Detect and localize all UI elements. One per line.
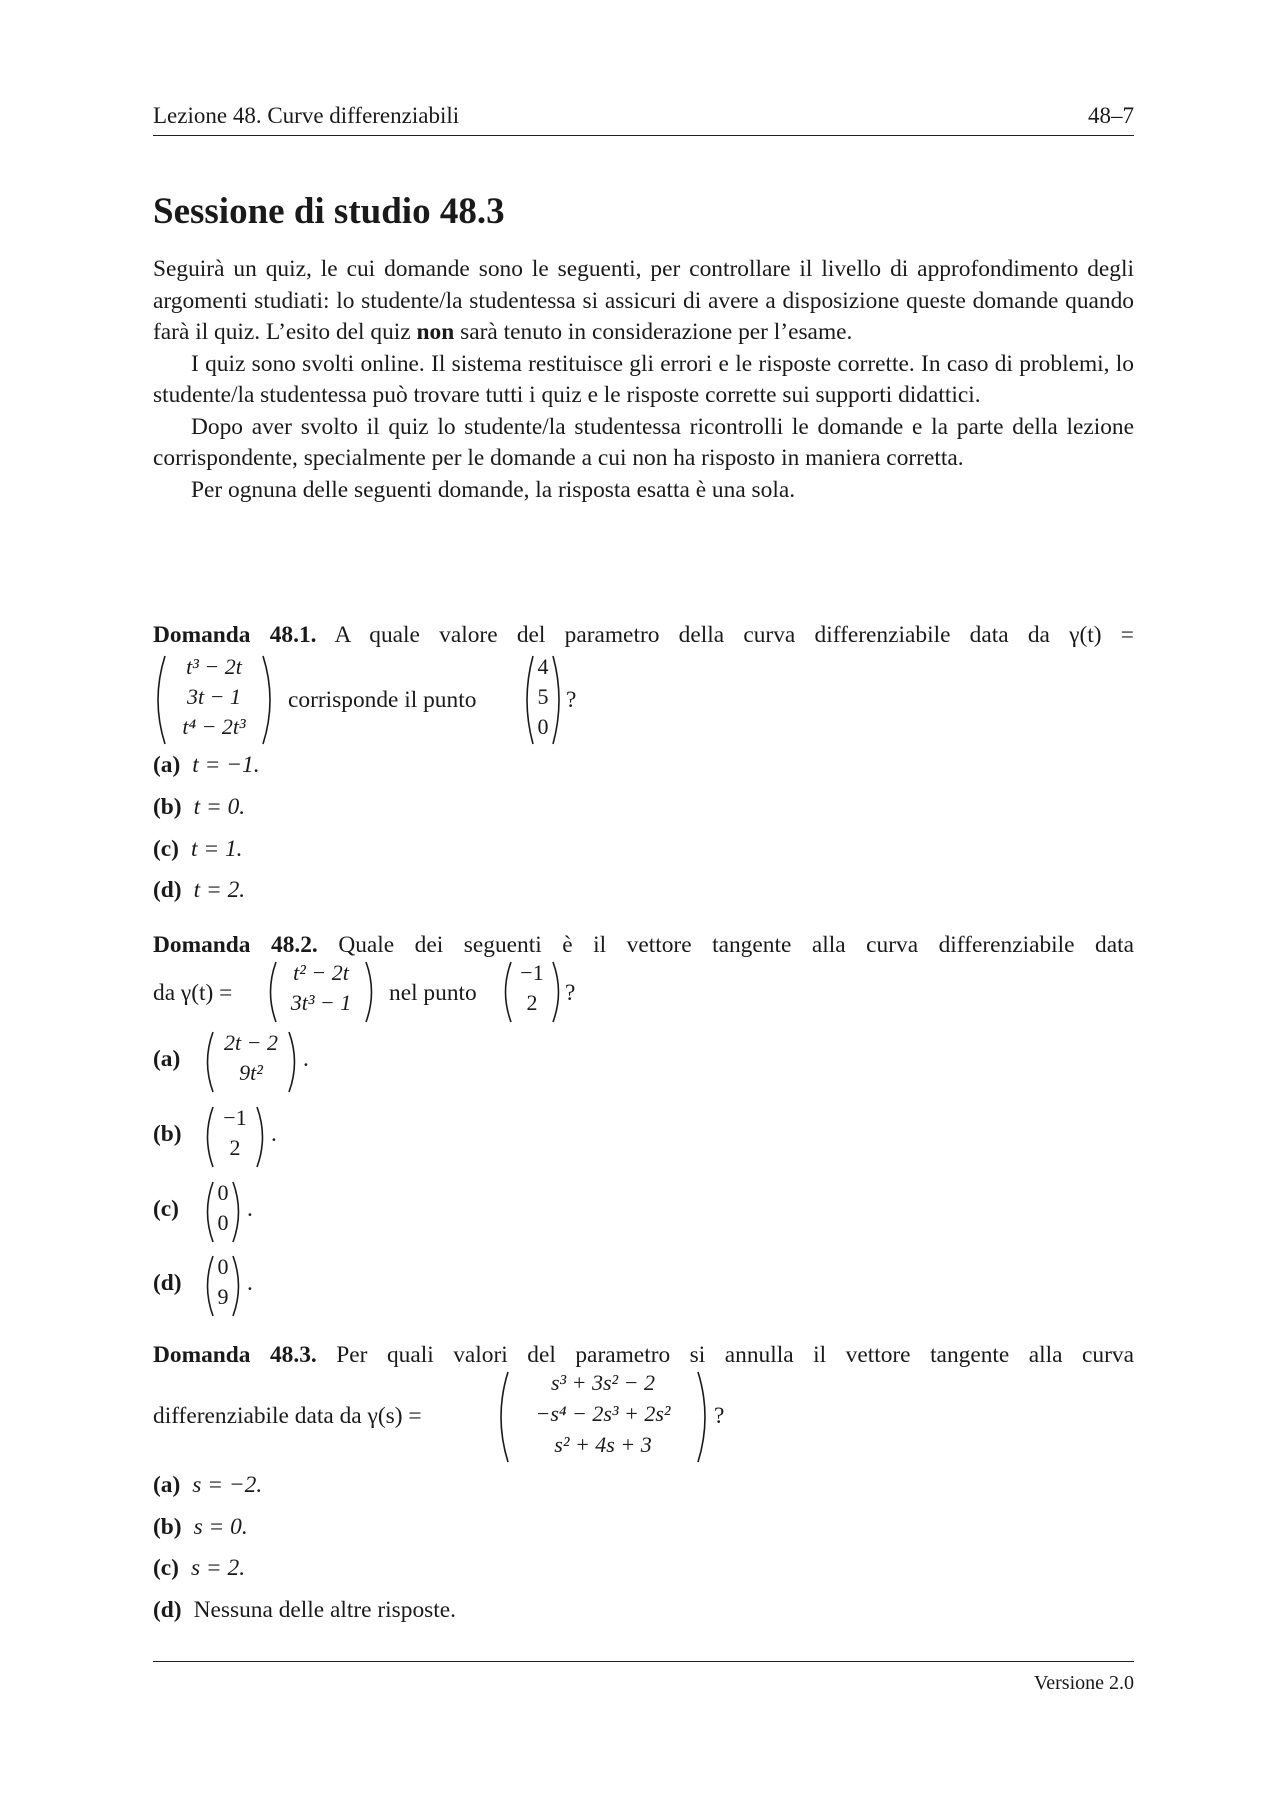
- option-letter: (c): [153, 1196, 179, 1222]
- question-connector: nel punto: [389, 980, 477, 1006]
- matrix-entry: 0: [217, 1210, 229, 1235]
- question-end: ?: [565, 980, 576, 1006]
- question-label: Domanda 48.1.: [153, 622, 317, 648]
- option-vector: [203, 1030, 299, 1094]
- question-text: Domanda 48.2. Quale dei seguenti è il vettore tangente alla curva differenziabile data: [153, 932, 1135, 958]
- answer-option[interactable]: (c) s = 2.: [153, 1555, 246, 1581]
- matrix-entry: 4: [537, 654, 549, 679]
- matrix-entry: s³ + 3s² − 2: [550, 1370, 655, 1395]
- version-label: Versione 2.0: [1034, 1672, 1134, 1694]
- intro-paragraph: I quiz sono svolti online. Il sistema restituisce gli errori e le risposte corrette. In caso di problemi, lo studente/la studentessa può trovare tutti i quiz e le risposte corrette sui supporti didattici.: [153, 350, 1134, 408]
- matrix-entry: −s⁴ − 2s³ + 2s²: [535, 1401, 671, 1426]
- curve-vector: [496, 1370, 710, 1464]
- matrix-entry: t⁴ − 2t³: [182, 714, 246, 739]
- matrix-entry: s² + 4s + 3: [554, 1432, 652, 1457]
- matrix-entry: t² − 2t: [293, 960, 349, 985]
- answer-option[interactable]: (b) s = 0.: [153, 1514, 248, 1540]
- question-end: ?: [714, 1403, 725, 1429]
- matrix-entry: 9: [217, 1284, 229, 1309]
- matrix-entry: 2: [526, 990, 538, 1015]
- matrix-entry: 3t − 1: [187, 684, 241, 709]
- question-text: Domanda 48.1. A quale valore del parametro della curva differenziabile data da γ(t) =: [153, 622, 1134, 648]
- curve-vector: [266, 960, 376, 1024]
- answer-option[interactable]: (d) Nessuna delle altre risposte.: [153, 1597, 457, 1623]
- option-letter: (b): [153, 1121, 182, 1147]
- answer-option[interactable]: (b) t = 0.: [153, 794, 246, 820]
- option-vector: [203, 1254, 243, 1318]
- option-letter: (d): [153, 1270, 182, 1296]
- question-label: Domanda 48.2.: [153, 932, 318, 958]
- question-label: Domanda 48.3.: [153, 1342, 317, 1368]
- question-text-line2: da γ(t) =: [153, 980, 233, 1006]
- matrix-entry: 5: [537, 684, 549, 709]
- matrix-entry: t³ − 2t: [186, 654, 242, 679]
- matrix-entry: 0: [217, 1180, 229, 1205]
- header-lecture-title: Lezione 48. Curve differenziabili: [153, 103, 460, 128]
- point-vector: [501, 960, 563, 1024]
- page-footer: [153, 1661, 1134, 1694]
- running-header: [153, 103, 1134, 136]
- intro-text: [153, 254, 1134, 506]
- question-connector: corrisponde il punto: [288, 687, 477, 713]
- option-letter: (a): [153, 1046, 181, 1072]
- answer-option[interactable]: (a) s = −2.: [153, 1472, 263, 1498]
- intro-paragraph: Dopo aver svolto il quiz lo studente/la studentessa ricontrolli le domande e la parte della lezione corrispondente, specialmente per le domande a cui non ha risposto in maniera corretta.: [153, 413, 1134, 471]
- section-title: Sessione di studio 48.3: [153, 191, 505, 232]
- answer-option[interactable]: (d) t = 2.: [153, 877, 246, 903]
- answer-option[interactable]: (a) t = −1.: [153, 752, 260, 778]
- intro-paragraph: Seguirà un quiz, le cui domande sono le seguenti, per controllare il livello di approfondimento degli argomenti studiati: lo studente/la studentessa si assicuri di avere a disposizione queste domande quando farà il quiz. L’esito del quiz non sarà tenuto in considerazione per l’esame.: [153, 256, 1134, 345]
- point-vector: [523, 654, 563, 746]
- emphasis-non: non: [416, 319, 455, 345]
- matrix-entry: 9t²: [239, 1060, 263, 1085]
- curve-vector: [153, 654, 275, 746]
- question-text: Domanda 48.3. Per quali valori del parametro si annulla il vettore tangente alla curva: [153, 1342, 1134, 1368]
- matrix-entry: 0: [217, 1254, 229, 1279]
- intro-paragraph: Per ognuna delle seguenti domande, la risposta esatta è una sola.: [191, 476, 796, 503]
- option-vector: [203, 1105, 267, 1169]
- option-vector: [203, 1180, 243, 1244]
- matrix-entry: 2t − 2: [224, 1030, 278, 1055]
- question-text-line2: differenziabile data da γ(s) =: [153, 1403, 422, 1429]
- matrix-entry: −1: [520, 960, 544, 985]
- matrix-entry: 3t³ − 1: [290, 990, 352, 1015]
- matrix-entry: 0: [537, 714, 549, 739]
- matrix-entry: 2: [229, 1135, 241, 1160]
- answer-option[interactable]: (c) t = 1.: [153, 836, 243, 862]
- question-end: ?: [566, 687, 577, 713]
- header-page-number: 48–7: [1088, 103, 1134, 128]
- matrix-entry: −1: [223, 1105, 247, 1130]
